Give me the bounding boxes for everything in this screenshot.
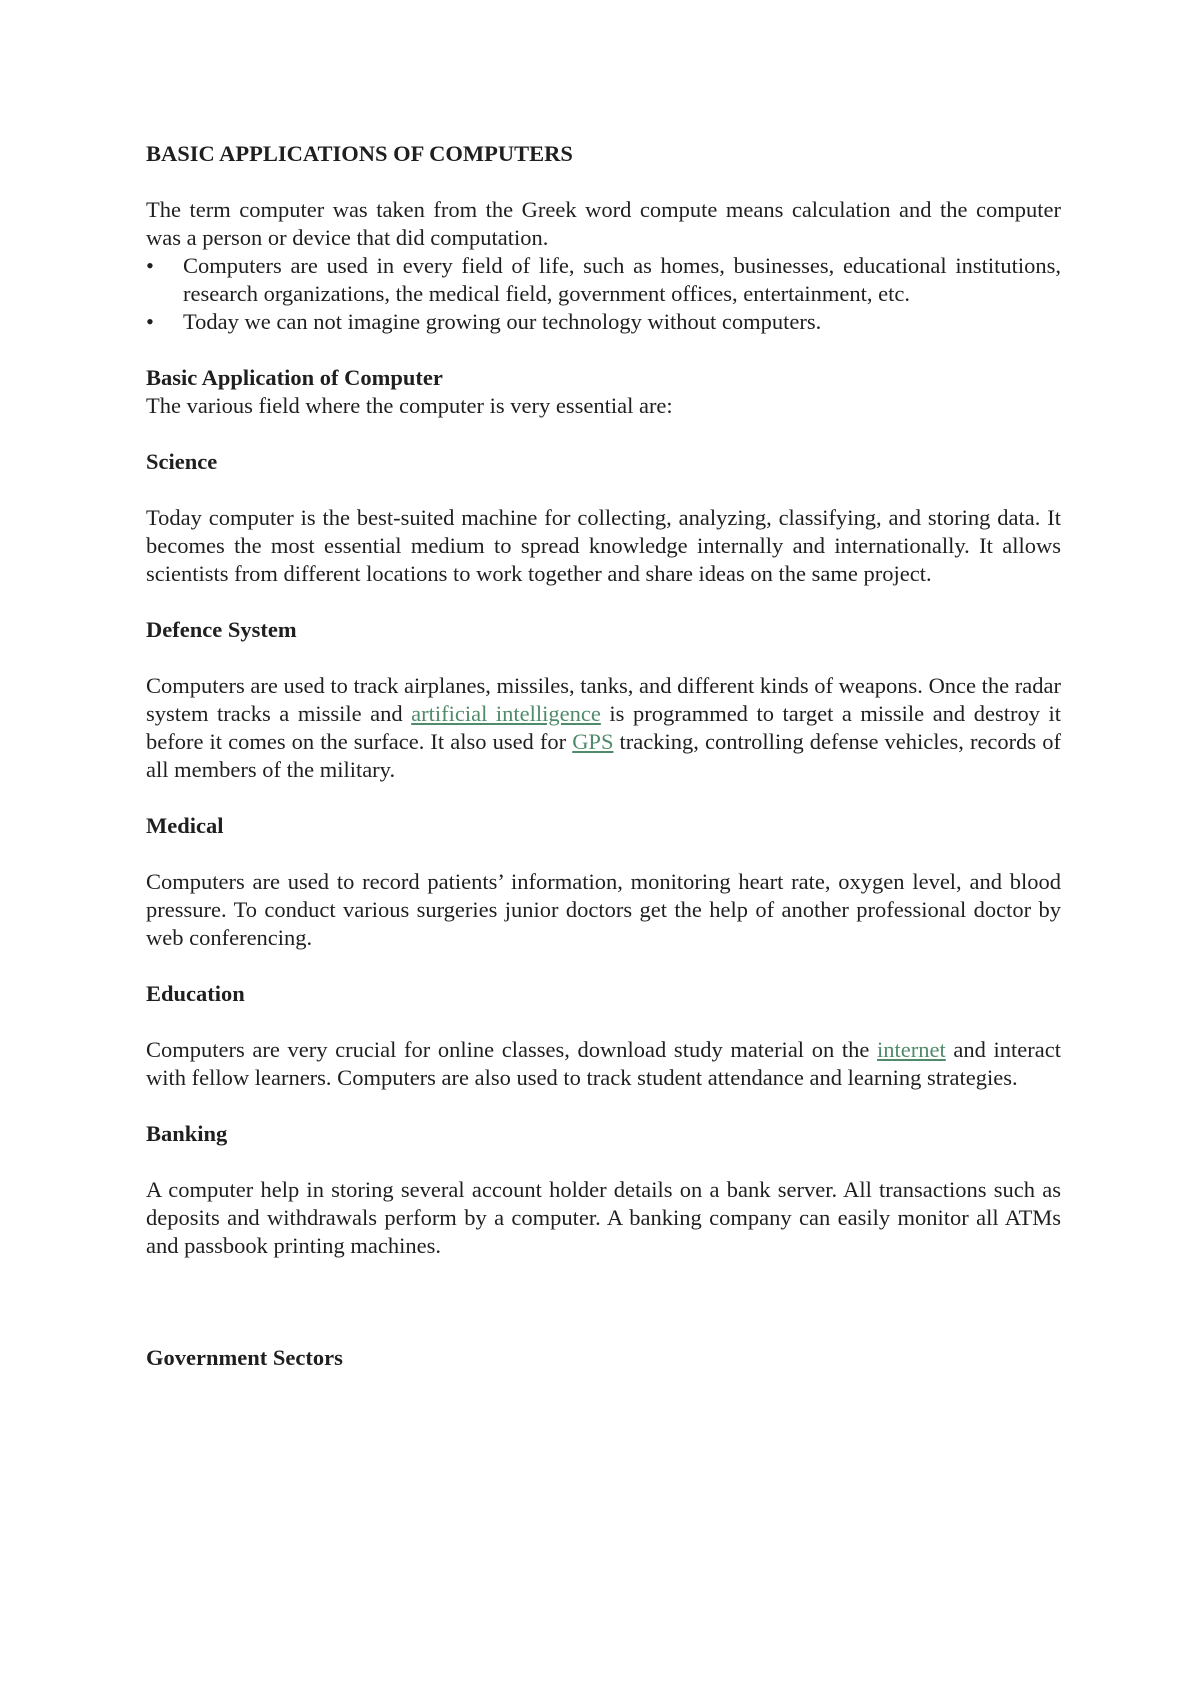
defence-paragraph [146,672,1061,784]
defence-text-1: Computers are used to track airplanes, missiles, tanks, and different kinds of weapons. Once the radar system tracks a missile and [146,673,1061,726]
bullet-item [146,308,1061,336]
heading-government-sectors: Government Sectors [146,1345,343,1370]
artificial-intelligence-link[interactable]: artificial intelligence [411,701,601,726]
document-title: BASIC APPLICATIONS OF COMPUTERS [146,141,573,166]
intro-paragraph: The term computer was taken from the Greek word compute means calculation and the computer was a person or device that did computation. [146,197,1061,250]
section-intro: The various field where the computer is very essential are: [146,393,673,418]
education-text-1: Computers are very crucial for online classes, download study material on the [146,1037,877,1062]
education-text-2: and interact with fellow learners. Computers are also used to track student attendance and learning strategies. [146,1037,1061,1090]
bullet-text: Computers are used in every field of life, such as homes, businesses, educational institutions, research organizations, the medical field, government offices, entertainment, etc. [183,253,1061,306]
science-paragraph: Today computer is the best-suited machine for collecting, analyzing, classifying, and storing data. It becomes the most essential medium to spread knowledge internally and internationally. It allows scientists from different locations to work together and share ideas on the same project. [146,505,1061,586]
heading-medical: Medical [146,813,224,838]
heading-defence-system: Defence System [146,617,297,642]
bullet-text: Today we can not imagine growing our technology without computers. [183,309,822,334]
bullet-list [146,252,1061,336]
internet-link[interactable]: internet [877,1037,946,1062]
education-paragraph [146,1036,1061,1092]
heading-science: Science [146,449,218,474]
document-page [146,140,1061,1372]
defence-text-3: tracking, controlling defense vehicles, records of all members of the military. [146,729,1061,782]
defence-text-2: is programmed to target a missile and destroy it before it comes on the surface. It also used for [146,701,1062,754]
bullet-icon: • [146,309,154,334]
banking-paragraph: A computer help in storing several account holder details on a bank server. All transactions such as deposits and withdrawals perform by a computer. A banking company can easily monitor all ATMs and passbook printing machines. [146,1177,1061,1258]
gps-link[interactable]: GPS [572,729,614,754]
medical-paragraph: Computers are used to record patients’ information, monitoring heart rate, oxygen level, and blood pressure. To conduct various surgeries junior doctors get the help of another professional doctor by web conferencing. [146,869,1061,950]
heading-banking: Banking [146,1121,228,1146]
bullet-item [146,252,1061,308]
heading-education: Education [146,981,245,1006]
section-heading-basic-application: Basic Application of Computer [146,365,443,390]
bullet-icon: • [146,253,154,278]
